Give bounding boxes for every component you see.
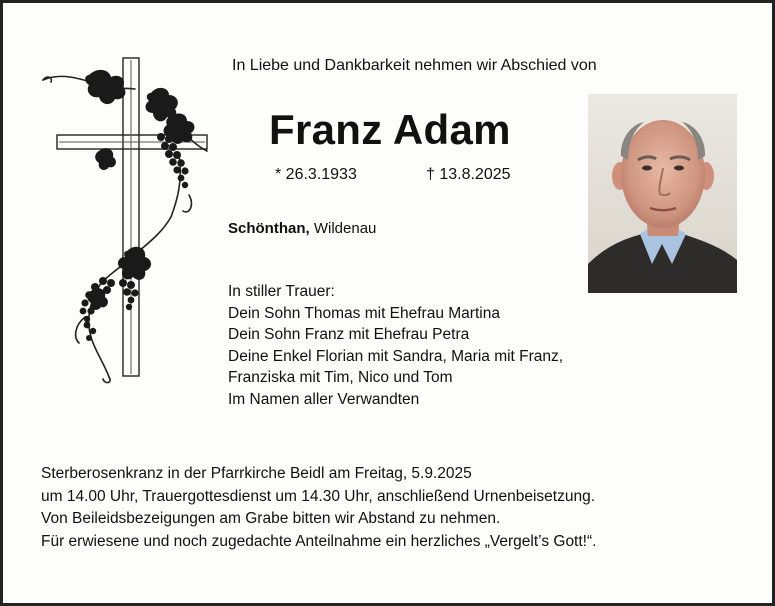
footer-line: Sterberosenkranz in der Pfarrkirche Beidl am Freitag, 5.9.2025 [41,465,472,482]
footer-line: Für erwiesene und noch zugedachte Anteilnahme ein herzliches „Vergelt’s Gott!“. [41,532,597,550]
footer-line: um 14.00 Uhr, Trauergottesdienst um 14.30 Uhr, anschließend Urnenbeisetzung. [41,487,596,505]
intro-text: In Liebe und Dankbarkeit nehmen wir Abschied von [232,57,597,74]
residence-home: Schönthan, [228,220,310,237]
portrait-photo [588,94,737,293]
deceased-name: Franz Adam [269,106,511,153]
mourners-line: Dein Sohn Franz mit Ehefrau Petra [228,326,470,343]
mourners-line: Deine Enkel Florian mit Sandra, Maria mit Franz, [228,347,564,365]
mourners-line: Franziska mit Tim, Nico und Tom [228,369,453,386]
mourners-line: In stiller Trauer: [228,283,335,300]
birth-date: * 26.3.1933 [275,166,357,183]
footer-line: Von Beileidsbezeigungen am Grabe bitten wir Abstand zu nehmen. [41,510,501,527]
service-information [41,463,596,553]
mourners-line: Im Namen aller Verwandten [228,390,420,408]
cross-with-grapevine-icon [39,55,214,385]
death-date: † 13.8.2025 [426,166,511,183]
mourners-line: Dein Sohn Thomas mit Ehefrau Martina [228,304,500,322]
mourners-list [228,281,563,410]
residence-other: Wildenau [309,220,377,237]
residence [228,219,376,239]
